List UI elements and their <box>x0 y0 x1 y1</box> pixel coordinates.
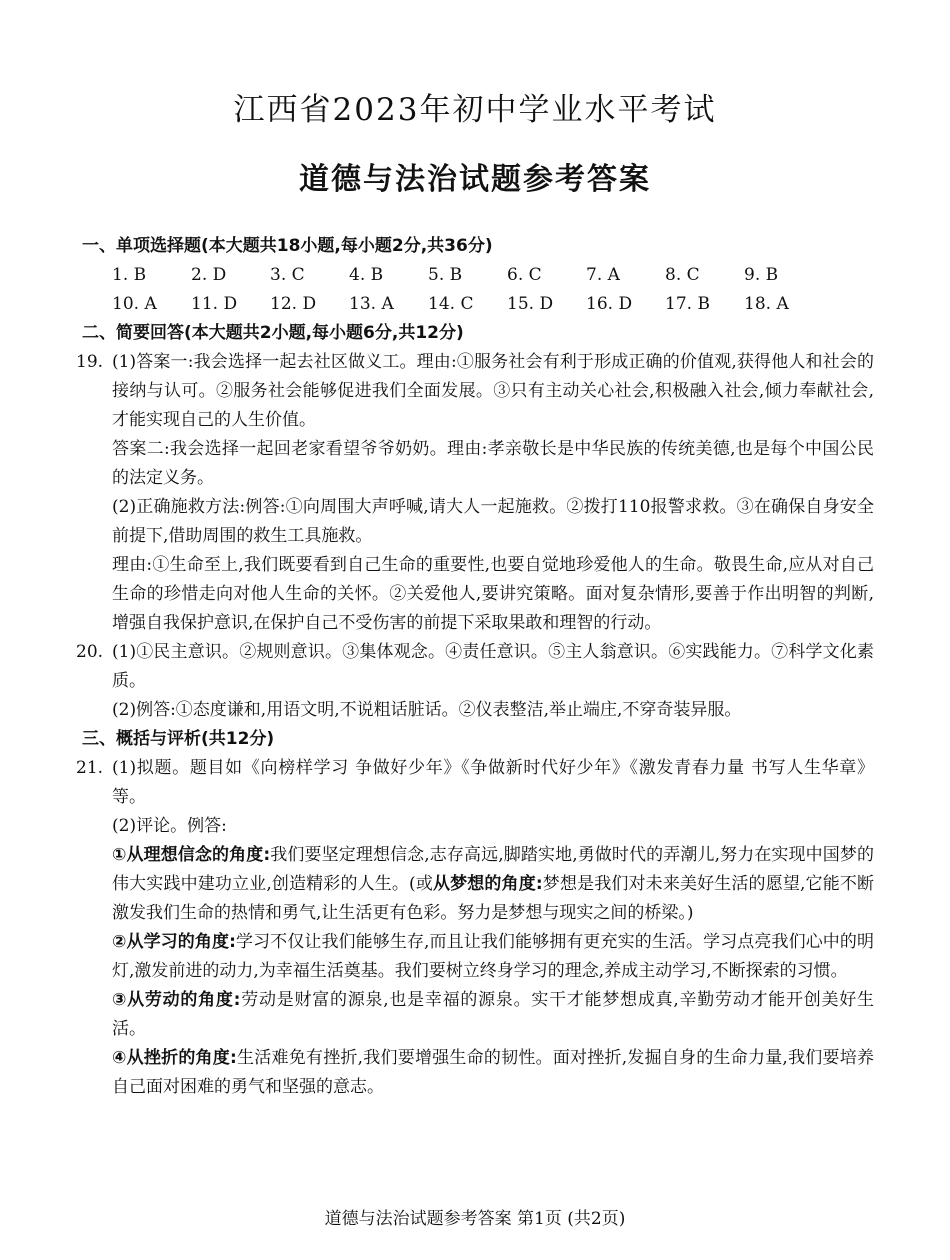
answer-content <box>76 232 875 1102</box>
q20-answer-part-1: (1)①民主意识。②规则意识。③集体观念。④责任意识。⑤主人翁意识。⑥实践能力。⑦科学文化素质。 <box>112 642 874 691</box>
q21-comment-intro: (2)评论。例答: <box>112 816 227 836</box>
mcq-answer: 7. A <box>586 265 620 285</box>
point-text: 学习不仅让我们能够生存,而且让我们能够拥有更充实的生活。学习点亮我们心中的明灯,激发前进的动力,为幸福生活奠基。我们要树立终身学习的理念,养成主动学习,不断探索的习惯。 <box>112 932 874 981</box>
section-3-heading: 三、概括与评析(共12分) <box>82 729 275 749</box>
question-19 <box>76 348 875 638</box>
point-text: 劳动是财富的源泉,也是幸福的源泉。实干才能梦想成真,辛勤劳动才能开创美好生活。 <box>112 990 874 1039</box>
q21-title-part: (1)拟题。题目如《向榜样学习 争做好少年》《争做新时代好少年》《激发青春力量 书写人生华章》等。 <box>112 758 874 807</box>
mcq-answer: 10. A <box>112 294 157 314</box>
mcq-answer: 3. C <box>270 265 305 285</box>
mcq-answer: 18. A <box>744 294 789 314</box>
mcq-answer: 11. D <box>191 294 238 314</box>
point-text: 我们要坚定理想信念,志存高远,脚踏实地,勇做时代的弄潮儿,努力在实现中国梦的伟大实践中建功立业,创造精彩的人生。(或 <box>112 845 874 894</box>
section-2-heading: 二、简要回答(本大题共2小题,每小题6分,共12分) <box>82 323 464 343</box>
mcq-answer: 15. D <box>507 294 554 314</box>
mcq-answer: 8. C <box>665 265 700 285</box>
mcq-answer: 12. D <box>270 294 317 314</box>
mcq-answer: 13. A <box>349 294 394 314</box>
point-label-alt: 从梦想的角度: <box>432 874 543 894</box>
question-number: 19. <box>76 352 104 372</box>
point-text: 生活难免有挫折,我们要增强生命的韧性。面对挫折,发掘自身的生命力量,我们要培养自己面对困难的勇气和坚强的意志。 <box>112 1048 874 1097</box>
mcq-answer: 5. B <box>428 265 463 285</box>
q20-answer-part-2: (2)例答:①态度谦和,用语文明,不说粗话脏话。②仪表整洁,举止端庄,不穿奇装异服。 <box>112 700 742 720</box>
section-1-heading: 一、单项选择题(本大题共18小题,每小题2分,共36分) <box>82 236 493 256</box>
point-label: ②从学习的角度: <box>112 932 236 952</box>
mcq-answer: 9. B <box>744 265 779 285</box>
point-text-alt: 梦想是我们对未来美好生活的愿望,它能不断激发我们生命的热情和勇气,让生活更有色彩。努力是梦想与现实之间的桥梁。) <box>112 874 874 923</box>
mcq-answer: 16. D <box>586 294 633 314</box>
question-number: 21. <box>76 758 104 778</box>
q21-point-labor <box>112 986 874 1044</box>
point-label: ③从劳动的角度: <box>112 990 241 1010</box>
mcq-row-2 <box>84 290 874 319</box>
answer-key-title: 道德与法治试题参考答案 <box>299 162 651 197</box>
mcq-answer: 14. C <box>428 294 474 314</box>
question-21 <box>76 754 874 1102</box>
exam-title: 江西省2023年初中学业水平考试 <box>233 92 717 128</box>
question-20 <box>76 638 874 725</box>
mcq-answer: 4. B <box>349 265 384 285</box>
mcq-row-1 <box>84 261 874 290</box>
q19-answer-part-2: (2)正确施救方法:例答:①向周围大声呼喊,请大人一起施救。②拨打110报警求救。③在确保自身安全前提下,借助周围的救生工具施救。 <box>112 497 874 546</box>
mcq-answer: 1. B <box>112 265 147 285</box>
question-number: 20. <box>76 642 104 662</box>
mcq-answer: 6. C <box>507 265 542 285</box>
q21-point-study <box>112 928 874 986</box>
q21-point-setback <box>112 1044 874 1102</box>
page-footer: 道德与法治试题参考答案 第1页 (共2页) <box>324 1209 626 1229</box>
mcq-answer: 2. D <box>191 265 227 285</box>
point-label: ①从理想信念的角度: <box>112 845 271 865</box>
q19-answer-alt: 答案二:我会选择一起回老家看望爷爷奶奶。理由:孝亲敬长是中华民族的传统美德,也是每个中国公民的法定义务。 <box>112 439 874 488</box>
q19-reason: 理由:①生命至上,我们既要看到自己生命的重要性,也要自觉地珍爱他人的生命。敬畏生命,应从对自己生命的珍惜走向对他人生命的关怀。②关爱他人,要讲究策略。面对复杂情形,要善于作出明智的判断,增强自我保护意识,在保护自己不受伤害的前提下采取果敢和理智的行动。 <box>112 555 874 633</box>
point-label: ④从挫折的角度: <box>112 1048 237 1068</box>
mcq-answer: 17. B <box>665 294 710 314</box>
q19-answer-part-1: (1)答案一:我会选择一起去社区做义工。理由:①服务社会有利于形成正确的价值观,获得他人和社会的接纳与认可。②服务社会能够促进我们全面发展。③只有主动关心社会,积极融入社会,倾力奉献社会,才能实现自己的人生价值。 <box>112 352 875 430</box>
q21-point-ideal <box>112 841 874 928</box>
